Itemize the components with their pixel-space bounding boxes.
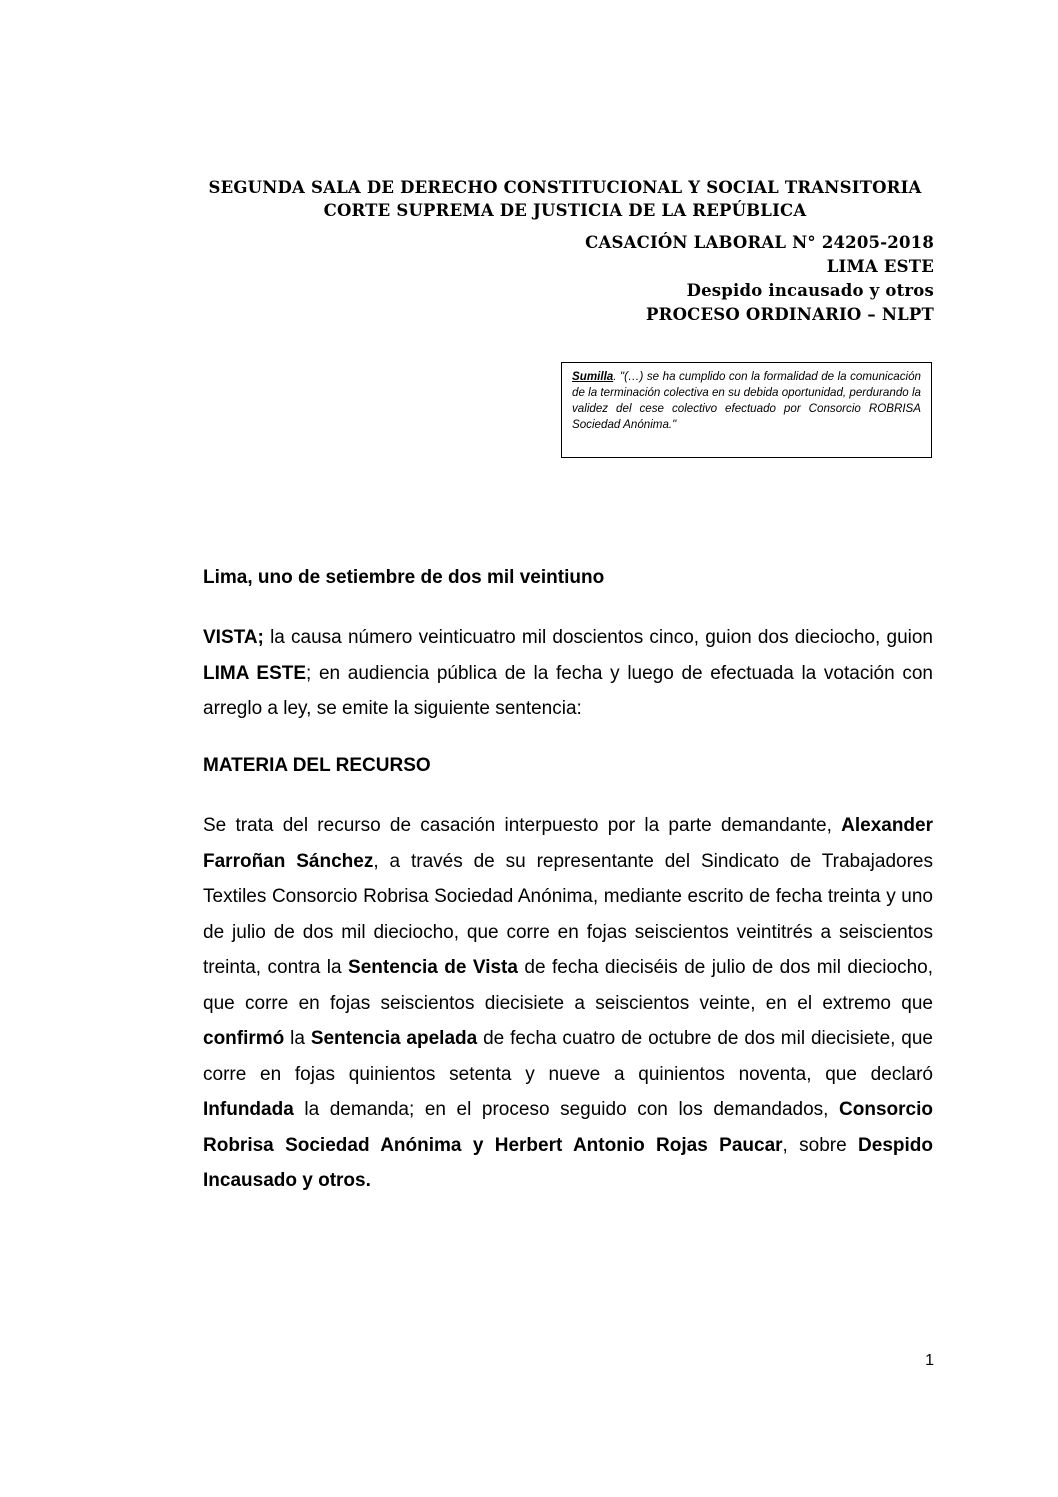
case-district: LIMA ESTE — [826, 257, 934, 276]
sumilla-text: . "(…) se ha cumplido con la formalidad de la comunicación de la terminación colectiva en su debida oportunidad, perdurando la validez del cese colectivo efectuado por Consorcio ROBRISA Sociedad Anónima." — [572, 370, 921, 431]
vista-district: LIMA ESTE — [203, 662, 307, 684]
court-name: CORTE SUPREMA DE JUSTICIA DE LA REPÚBLICA — [323, 201, 807, 220]
page-number: 1 — [925, 1352, 934, 1369]
vista-text-2: ; en audiencia pública de la fecha y luego de efectuada la votación con arreglo a ley, se emite la siguiente sentencia: — [203, 662, 933, 719]
recurso-text-5: de fecha cuatro de octubre de dos mil diecisiete, que corre en fojas quinientos setenta y nueve a quinientos noventa, que declaró — [203, 1028, 933, 1085]
case-matter: Despido Incausado y otros. — [203, 1134, 933, 1191]
sumilla-label: Sumilla — [572, 370, 614, 383]
case-info-block — [414, 231, 934, 327]
sumilla-box — [561, 362, 932, 458]
section-title: MATERIA DEL RECURSO — [203, 755, 431, 776]
recurso-text-6: la demanda; en el proceso seguido con los demandados, — [293, 1099, 840, 1120]
recurso-text-2: , a través de su representante del Sindicato de Trabajadores Textiles Consorcio Robrisa Sociedad Anónima, mediante escrito de fecha treinta y uno de julio de dos mil dieciocho, que corre en fojas seiscientos veintitrés a seiscientos treinta, contra la — [203, 850, 933, 978]
recurso-text-4: la — [284, 1028, 311, 1049]
sentencia-vista-ref: Sentencia de Vista — [348, 957, 518, 978]
confirmo-keyword: confirmó — [203, 1028, 285, 1049]
recurso-text-3: de fecha dieciséis de julio de dos mil dieciocho, que corre en fojas seiscientos diecisiete a seiscientos veinte, en el extremo que — [203, 957, 933, 1014]
recurso-text-1: Se trata del recurso de casación interpuesto por la parte demandante, — [203, 815, 842, 836]
recurso-paragraph — [203, 808, 933, 1199]
case-subject: Despido incausado y otros — [686, 281, 934, 300]
case-number: CASACIÓN LABORAL N° 24205-2018 — [585, 233, 934, 252]
court-chamber-name: SEGUNDA SALA DE DERECHO CONSTITUCIONAL Y SOCIAL TRANSITORIA — [208, 178, 922, 197]
vista-keyword: VISTA; — [203, 627, 264, 648]
recurso-text-7: , sobre — [782, 1134, 859, 1156]
date-line: Lima, uno de setiembre de dos mil veintiuno — [203, 567, 605, 588]
defendants-names: Consorcio Robrisa Sociedad Anónima y Herbert Antonio Rojas Paucar — [203, 1099, 933, 1156]
sentencia-apelada-ref: Sentencia apelada — [310, 1028, 478, 1049]
vista-paragraph — [203, 620, 933, 727]
infundada-keyword: Infundada — [203, 1099, 294, 1120]
case-process-type: PROCESO ORDINARIO – NLPT — [646, 305, 934, 324]
plaintiff-name: Alexander Farroñan Sánchez — [203, 815, 933, 872]
court-header — [180, 176, 950, 222]
vista-text-1: la causa número veinticuatro mil doscientos cinco, guion dos dieciocho, guion — [263, 627, 933, 648]
